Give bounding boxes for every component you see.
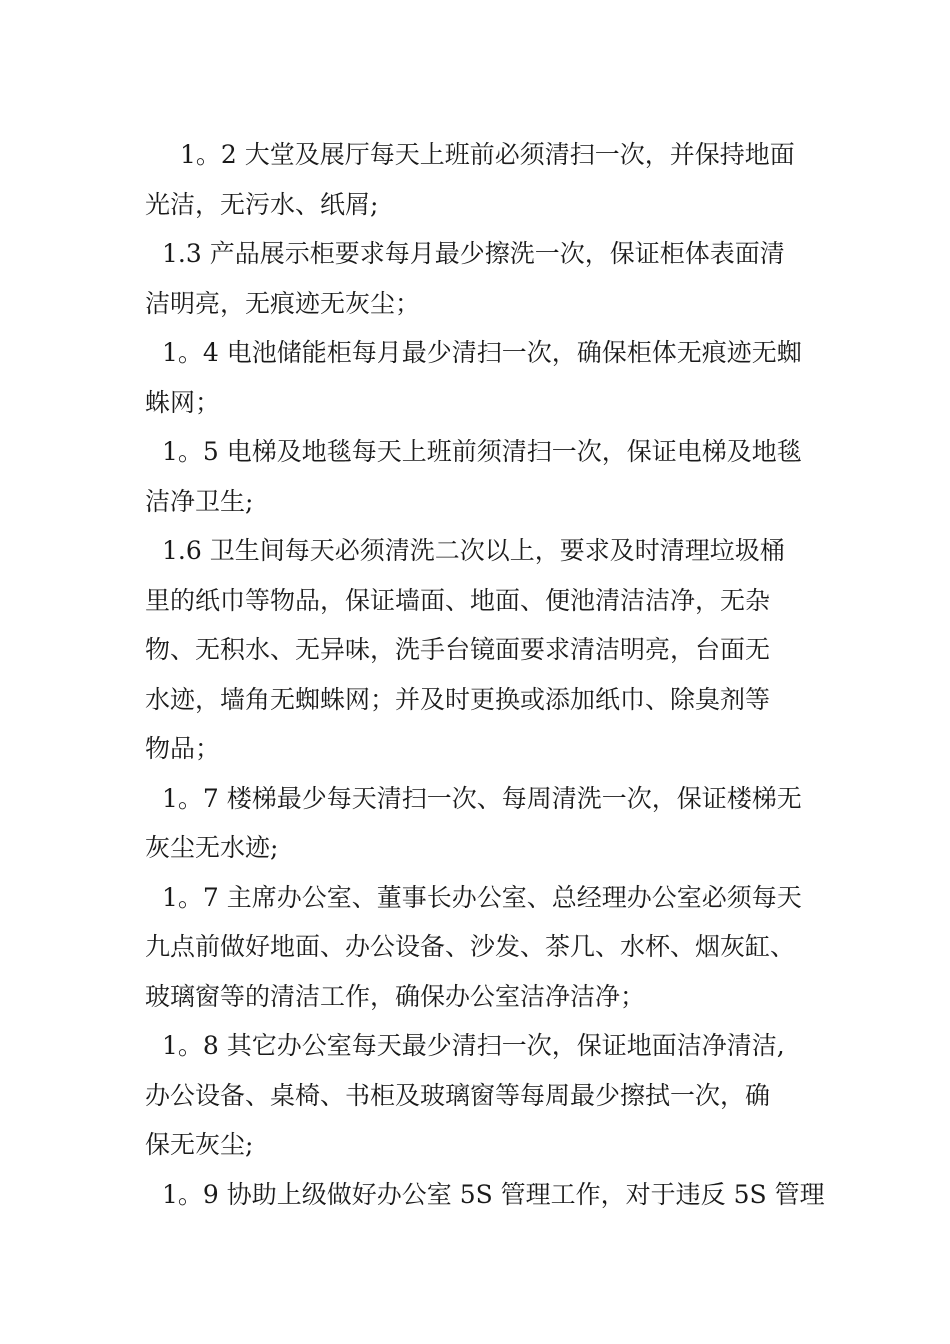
document-line: 保无灰尘;	[145, 1130, 254, 1159]
document-line: 水迹，墙角无蜘蛛网；并及时更换或添加纸巾、除臭剂等	[145, 684, 771, 714]
document-line: 九点前做好地面、办公设备、沙发、茶几、水杯、烟灰缸、	[145, 932, 796, 961]
document-line: 蛛网；	[145, 387, 221, 417]
document-line: 1.3 产品展示柜要求每月最少擦洗一次，保证柜体表面清	[162, 239, 785, 268]
document-line: 1。7 主席办公室、董事长办公室、总经理办公室必须每天	[162, 882, 802, 912]
document-line: 1。4 电池储能柜每月最少清扫一次，确保柜体无痕迹无蜘	[162, 338, 802, 367]
document-line: 光洁，无污水、纸屑;	[145, 189, 379, 219]
document-body	[145, 130, 825, 1219]
document-line: 玻璃窗等的清洁工作，确保办公室洁净洁净；	[145, 981, 646, 1011]
document-line: 1。2 大堂及展厅每天上班前必须清扫一次，并保持地面	[180, 140, 795, 169]
document-line: 1。5 电梯及地毯每天上班前须清扫一次，保证电梯及地毯	[162, 437, 802, 466]
document-line: 1。9 协助上级做好办公室 5S 管理工作，对于违反 5S 管理	[162, 1179, 825, 1209]
document-line: 物品；	[145, 734, 221, 763]
document-line: 1。7 楼梯最少每天清扫一次、每周清洗一次，保证楼梯无	[162, 783, 802, 813]
document-line: 1。8 其它办公室每天最少清扫一次，保证地面洁净清洁,	[162, 1031, 785, 1060]
document-line: 里的纸巾等物品，保证墙面、地面、便池清洁洁净，无杂	[145, 585, 771, 615]
document-line: 物、无积水、无异味，洗手台镜面要求清洁明亮，台面无	[145, 635, 771, 664]
document-line: 洁明亮，无痕迹无灰尘；	[145, 288, 421, 318]
document-line: 1.6 卫生间每天必须清洗二次以上，要求及时清理垃圾桶	[162, 536, 785, 565]
document-line: 洁净卫生;	[145, 486, 254, 516]
document-line: 办公设备、桌椅、书柜及玻璃窗等每周最少擦拭一次，确	[145, 1080, 771, 1110]
document-line: 灰尘无水迹;	[145, 833, 279, 862]
